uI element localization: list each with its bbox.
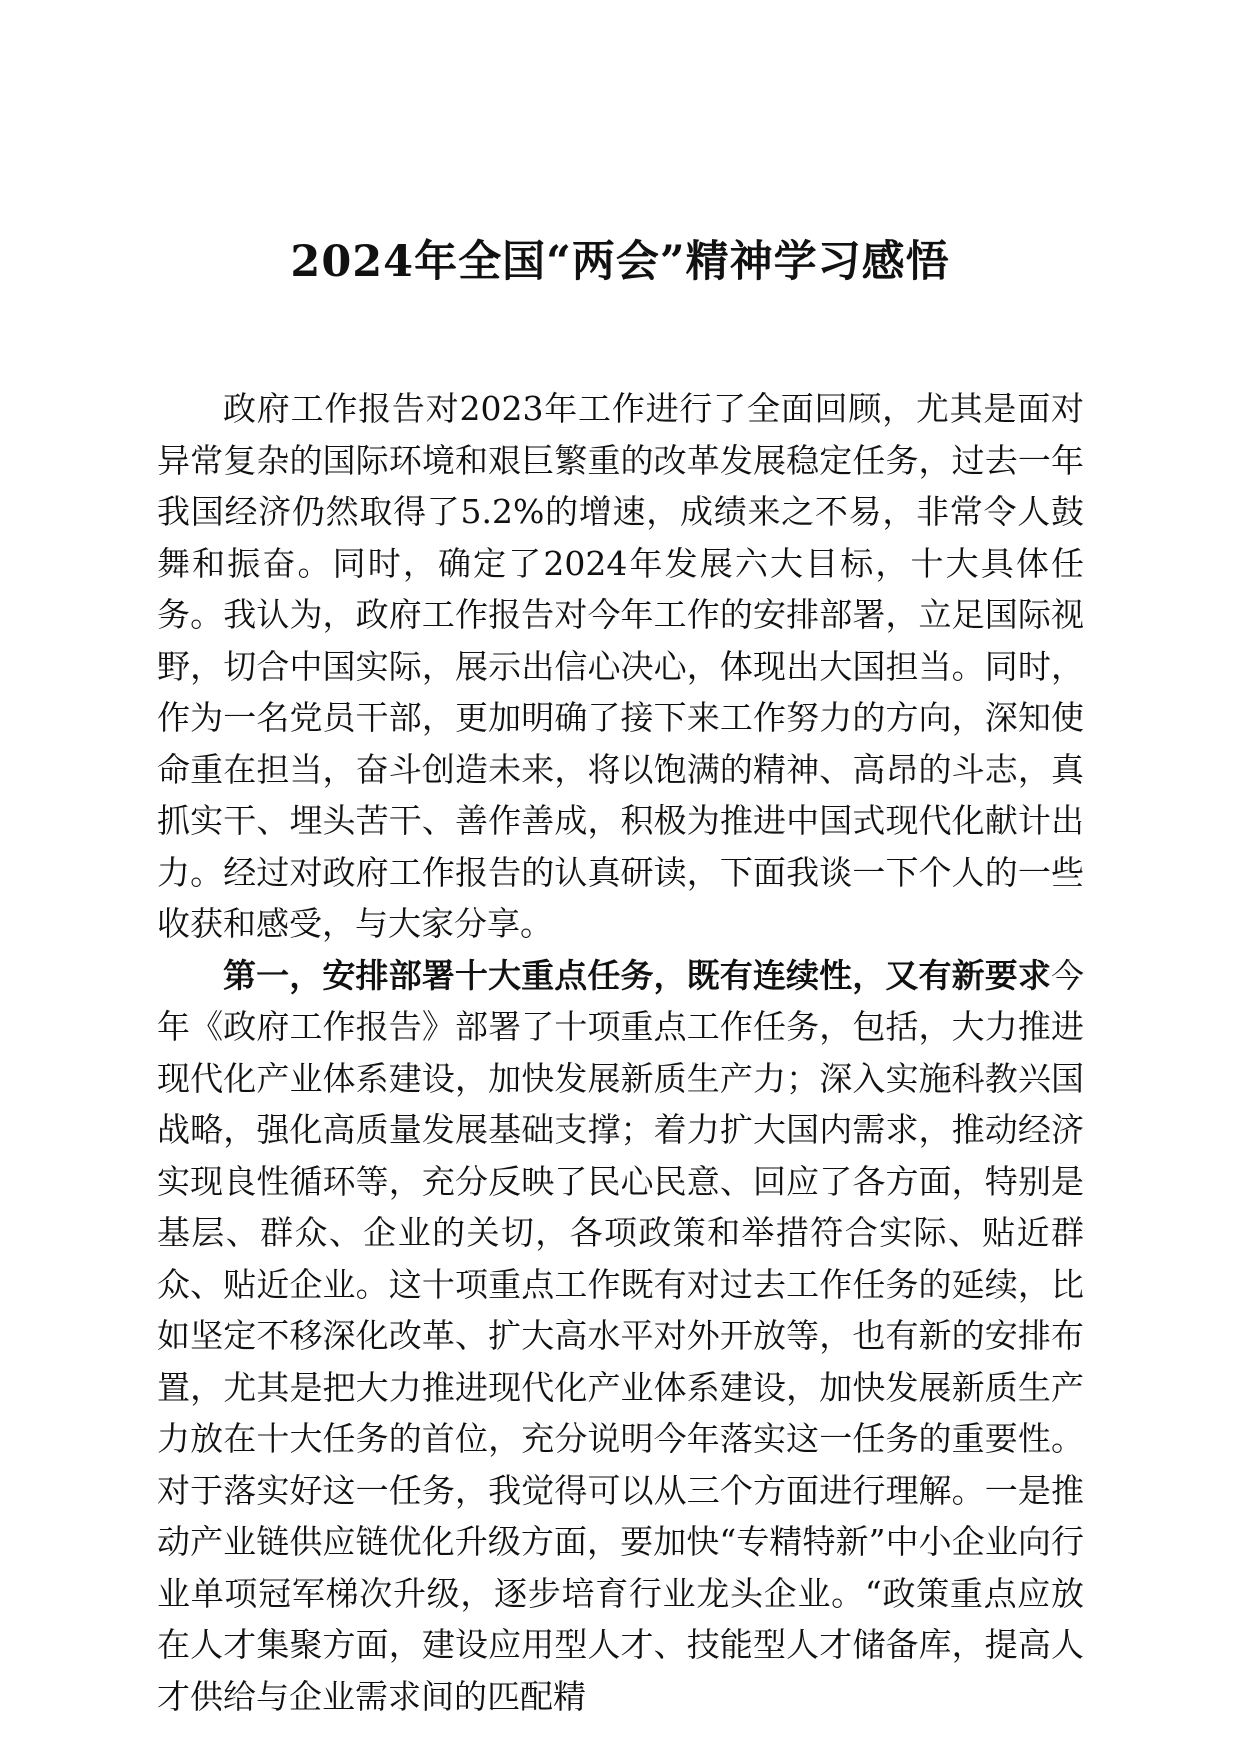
section-1-paragraph: [157, 950, 1084, 1723]
document-title: 2024年全国“两会”精神学习感悟: [290, 237, 950, 287]
section-1-text: 今年《政府工作报告》部署了十项重点工作任务，包括，大力推进现代化产业体系建设，加快发展新质生产力；深入实施科教兴国战略，强化高质量发展基础支撑；着力扩大国内需求，推动经济实现良性循环等，充分反映了民心民意、回应了各方面，特别是基层、群众、企业的关切，各项政策和举措符合实际、贴近群众、贴近企业。这十项重点工作既有对过去工作任务的延续，比如坚定不移深化改革、扩大高水平对外开放等，也有新的安排布置，尤其是把大力推进现代化产业体系建设，加快发展新质生产力放在十大任务的首位，充分说明今年落实这一任务的重要性。对于落实好这一任务，我觉得可以从三个方面进行理解。一是推动产业链供应链优化升级方面，要加快“专精特新”中小企业向行业单项冠军梯次升级，逐步培育行业龙头企业。“政策重点应放在人才集聚方面，建设应用型人才、技能型人才储备库，提高人才供给与企业需求间的匹配精: [157, 955, 1084, 1716]
section-1-heading: 第一，安排部署十大重点任务，既有连续性，又有新要求: [223, 955, 1051, 995]
document-body: [157, 383, 1084, 1722]
intro-paragraph: 政府工作报告对2023年工作进行了全面回顾，尤其是面对异常复杂的国际环境和艰巨繁重的改革发展稳定任务，过去一年我国经济仍然取得了5.2%的增速，成绩来之不易，非常令人鼓舞和振奋。同时，确定了2024年发展六大目标，十大具体任务。我认为，政府工作报告对今年工作的安排部署，立足国际视野，切合中国实际，展示出信心决心，体现出大国担当。同时，作为一名党员干部，更加明确了接下来工作努力的方向，深知使命重在担当，奋斗创造未来，将以饱满的精神、高昂的斗志，真抓实干、埋头苦干、善作善成，积极为推进中国式现代化献计出力。经过对政府工作报告的认真研读，下面我谈一下个人的一些收获和感受，与大家分享。: [157, 389, 1084, 943]
